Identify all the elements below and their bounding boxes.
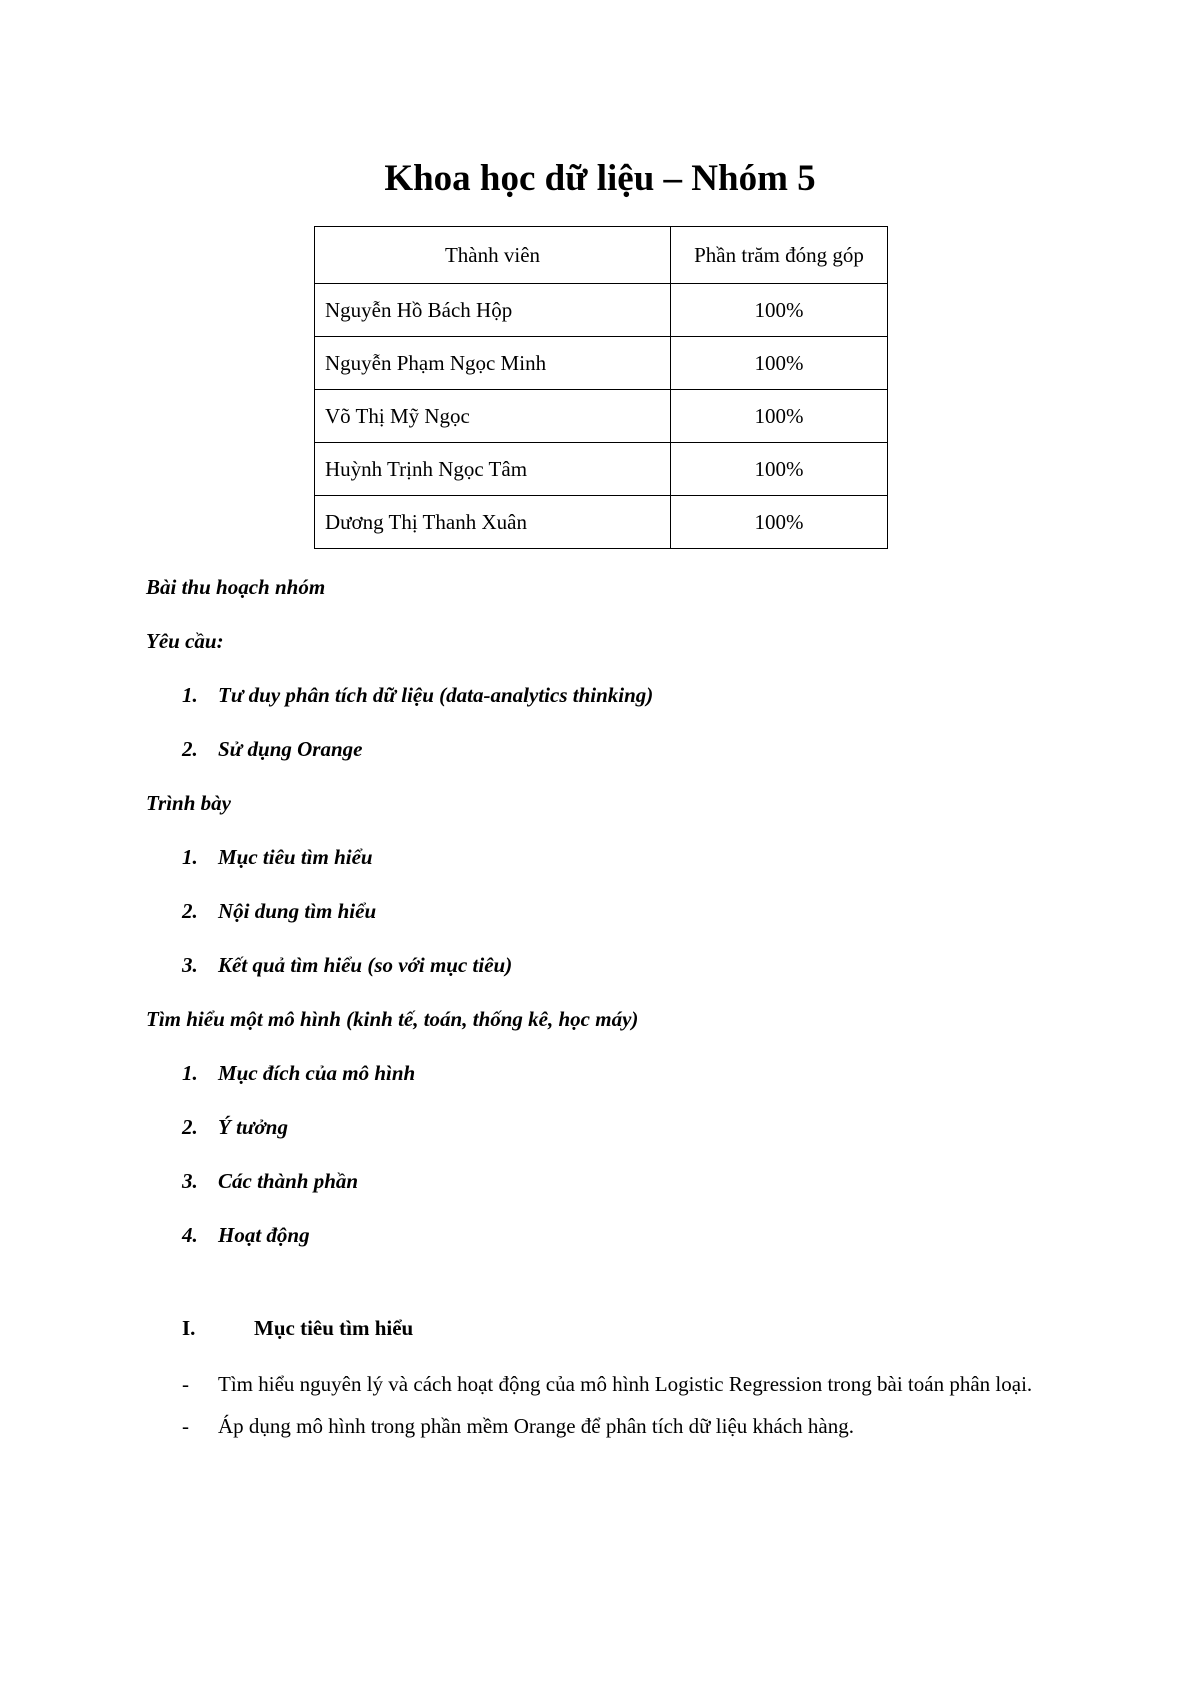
list-number: 2. bbox=[182, 737, 198, 761]
member-percent: 100% bbox=[671, 390, 888, 443]
bullet-text: Áp dụng mô hình trong phần mềm Orange để phân tích dữ liệu khách hàng. bbox=[218, 1414, 854, 1438]
list-item bbox=[182, 830, 653, 884]
bullet-dash: - bbox=[182, 1372, 189, 1396]
list-item-text: Các thành phần bbox=[218, 1169, 359, 1193]
member-name: Dương Thị Thanh Xuân bbox=[315, 496, 671, 549]
table-row bbox=[315, 284, 888, 337]
list-item-text: Mục đích của mô hình bbox=[218, 1061, 416, 1085]
requirements-heading: Yêu cầu: bbox=[146, 629, 224, 653]
member-percent: 100% bbox=[671, 337, 888, 390]
column-header-member: Thành viên bbox=[315, 227, 671, 284]
list-item-text: Ý tưởng bbox=[218, 1115, 288, 1139]
section-title: Mục tiêu tìm hiểu bbox=[254, 1316, 414, 1340]
list-number: 3. bbox=[182, 1169, 198, 1193]
section-heading bbox=[182, 1316, 413, 1341]
list-number: 2. bbox=[182, 1115, 198, 1139]
presentation-heading: Trình bày bbox=[146, 791, 231, 815]
member-percent: 100% bbox=[671, 284, 888, 337]
members-table bbox=[314, 226, 888, 549]
table-row bbox=[315, 496, 888, 549]
list-number: 2. bbox=[182, 899, 198, 923]
member-name: Nguyễn Hồ Bách Hộp bbox=[315, 284, 671, 337]
list-number: 4. bbox=[182, 1223, 198, 1247]
list-item bbox=[182, 722, 653, 776]
table-row bbox=[315, 337, 888, 390]
list-item bbox=[182, 1100, 653, 1154]
list-number: 1. bbox=[182, 845, 198, 869]
list-item-text: Tư duy phân tích dữ liệu (data-analytics thinking) bbox=[218, 683, 654, 707]
report-heading: Bài thu hoạch nhóm bbox=[146, 575, 326, 599]
list-item bbox=[182, 884, 653, 938]
member-percent: 100% bbox=[671, 496, 888, 549]
bullet-text: Tìm hiểu nguyên lý và cách hoạt động của mô hình Logistic Regression trong bài toán phân loại. bbox=[218, 1372, 1033, 1396]
model-heading: Tìm hiểu một mô hình (kinh tế, toán, thống kê, học máy) bbox=[146, 1007, 639, 1031]
list-number: 3. bbox=[182, 953, 198, 977]
list-item-text: Sử dụng Orange bbox=[218, 737, 363, 761]
list-item-text: Mục tiêu tìm hiểu bbox=[218, 845, 373, 869]
section-bullets bbox=[182, 1364, 1082, 1448]
list-item bbox=[182, 938, 653, 992]
list-item bbox=[182, 1406, 1082, 1446]
list-item bbox=[182, 1154, 653, 1208]
list-item bbox=[182, 1208, 653, 1262]
table-row bbox=[315, 443, 888, 496]
section-numeral: I. bbox=[182, 1316, 196, 1340]
table-row bbox=[315, 390, 888, 443]
page-title: Khoa học dữ liệu – Nhóm 5 bbox=[384, 158, 816, 199]
member-name: Nguyễn Phạm Ngọc Minh bbox=[315, 337, 671, 390]
list-number: 1. bbox=[182, 683, 198, 707]
list-number: 1. bbox=[182, 1061, 198, 1085]
bullet-dash: - bbox=[182, 1414, 189, 1438]
member-percent: 100% bbox=[671, 443, 888, 496]
list-item bbox=[182, 1046, 653, 1100]
list-item-text: Nội dung tìm hiểu bbox=[218, 899, 377, 923]
list-item bbox=[182, 668, 653, 722]
list-item-text: Kết quả tìm hiểu (so với mục tiêu) bbox=[218, 953, 513, 977]
list-item bbox=[182, 1364, 1082, 1404]
member-name: Huỳnh Trịnh Ngọc Tâm bbox=[315, 443, 671, 496]
assignment-outline bbox=[146, 560, 653, 1262]
table-header-row bbox=[315, 227, 888, 284]
column-header-contribution: Phần trăm đóng góp bbox=[671, 227, 888, 284]
list-item-text: Hoạt động bbox=[218, 1223, 310, 1247]
member-name: Võ Thị Mỹ Ngọc bbox=[315, 390, 671, 443]
